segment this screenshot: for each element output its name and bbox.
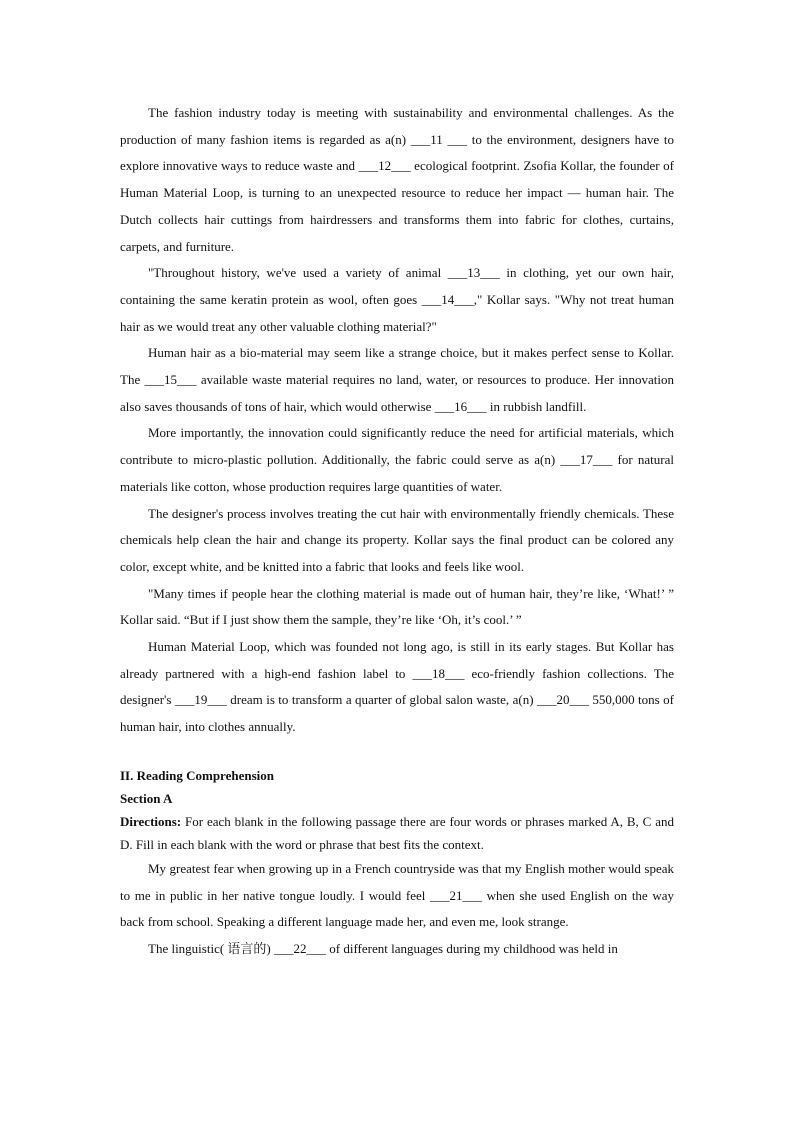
document-page <box>120 100 674 963</box>
paragraph: The designer's process involves treating the cut hair with environmentally friendly chemicals. These chemicals help clean the hair and change its property. Kollar says the final product can be colored any color, except white, and be knitted into a fabric that looks and feels like wool. <box>120 505 674 574</box>
section-heading: II. Reading Comprehension <box>120 767 274 783</box>
paragraph: "Throughout history, we've used a variety of animal ___13___ in clothing, yet our own hair, containing the same keratin protein as wool, often goes ___14___," Kollar says. "Why not treat human hair as we would treat any other valuable clothing material?" <box>120 265 674 334</box>
paragraph: More importantly, the innovation could significantly reduce the need for artificial materials, which contribute to micro-plastic pollution. Additionally, the fabric could serve as a(n) ___17___ for natural materials like cotton, whose production requires large quantities of water. <box>120 425 674 494</box>
paragraph: The linguistic( 语言的) ___22___ of different languages during my childhood was held in <box>148 940 618 956</box>
directions-label: Directions: <box>120 813 182 829</box>
directions <box>120 810 674 856</box>
paragraph: "Many times if people hear the clothing material is made out of human hair, they’re like, ‘What!’ ” Kollar said. “But if I just show them the sample, they’re like ‘Oh, it’s cool.’ ” <box>120 585 674 628</box>
paragraph: Human hair as a bio-material may seem like a strange choice, but it makes perfect sense to Kollar. The ___15___ available waste material requires no land, water, or resources to produce. Her innovation also saves thousands of tons of hair, which would otherwise ___16___ in rubbish landfill. <box>120 345 674 414</box>
paragraph: The fashion industry today is meeting with sustainability and environmental challenges. As the production of many fashion items is regarded as a(n) ___11 ___ to the environment, designers have to explore innovative ways to reduce waste and ___12___ ecological footprint. Zsofia Kollar, the founder of Human Material Loop, is turning to an unexpected resource to reduce her impact — human hair. The Dutch collects hair cuttings from hairdressers and transforms them into fabric for clothes, curtains, carpets, and furniture. <box>120 105 674 254</box>
paragraph: My greatest fear when growing up in a French countryside was that my English mother would speak to me in public in her native tongue loudly. I would feel ___21___ when she used English on the way back from school. Speaking a different language made her, and even me, look strange. <box>120 860 674 930</box>
paragraph: Human Material Loop, which was founded not long ago, is still in its early stages. But Kollar has already partnered with a high-end fashion label to ___18___ eco-friendly fashion collections. The designer's ___19___ dream is to transform a quarter of global salon waste, a(n) ___20___ 550,000 tons of human hair, into clothes annually. <box>120 639 674 735</box>
passage-fashion <box>120 100 674 741</box>
passage-language <box>120 856 674 963</box>
directions-text: For each blank in the following passage there are four words or phrases marked A, B, C and D. Fill in each blank with the word or phrase that best fits the context. <box>120 813 674 852</box>
section-subheading: Section A <box>120 790 173 806</box>
